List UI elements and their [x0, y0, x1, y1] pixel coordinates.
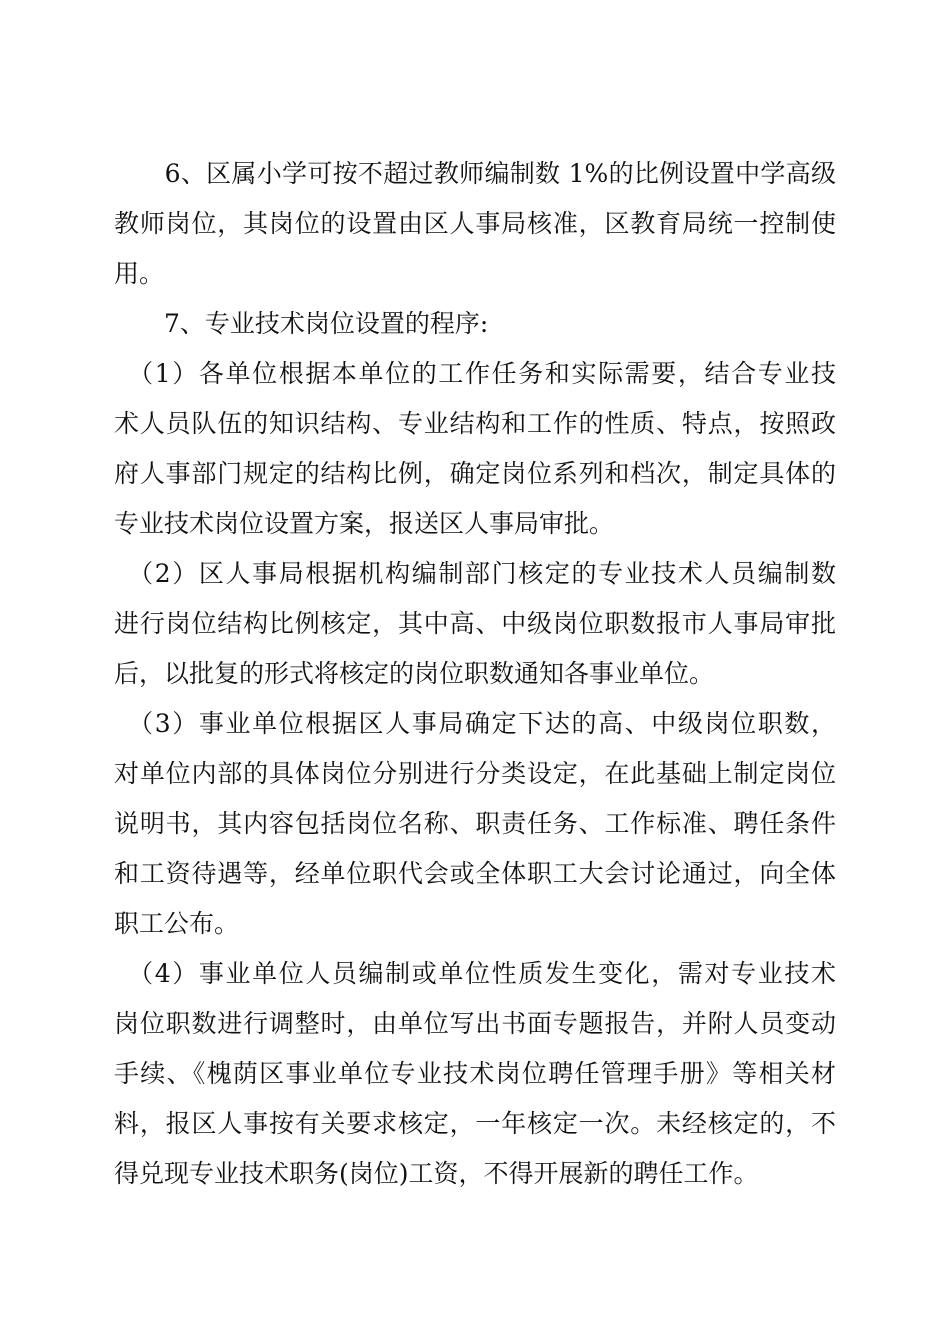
text-line: 后，以批复的形式将核定的岗位职数通知各事业单位。: [114, 659, 715, 688]
text-line: 料，报区人事按有关要求核定，一年核定一次。未经核定的，不: [114, 1109, 836, 1138]
text-line: 用。: [114, 259, 165, 288]
text-line: 岗位职数进行调整时，由单位写出书面专题报告，并附人员变动: [114, 1009, 836, 1038]
text-line: 7、专业技术岗位设置的程序:: [114, 309, 489, 338]
text-line: 府人事部门规定的结构比例，确定岗位系列和档次，制定具体的: [114, 459, 836, 488]
text-line: 得兑现专业技术职务(岗位)工资，不得开展新的聘任工作。: [114, 1159, 759, 1188]
text-line: 专业技术岗位设置方案，报送区人事局审批。: [114, 509, 615, 538]
text-line: 进行岗位结构比例核定，其中高、中级岗位职数报市人事局审批: [114, 609, 836, 638]
text-line: 和工资待遇等，经单位职代会或全体职工大会讨论通过，向全体: [114, 859, 836, 888]
text-line: 术人员队伍的知识结构、专业结构和工作的性质、特点，按照政: [114, 409, 836, 438]
text-line: 说明书，其内容包括岗位名称、职责任务、工作标准、聘任条件: [114, 809, 836, 838]
text-line: 职工公布。: [114, 909, 240, 938]
text-line: 对单位内部的具体岗位分别进行分类设定，在此基础上制定岗位: [114, 759, 836, 788]
text-line: （3）事业单位根据区人事局确定下达的高、中级岗位职数，: [114, 709, 836, 738]
text-line: （1）各单位根据本单位的工作任务和实际需要，结合专业技: [114, 359, 836, 388]
text-line: （2）区人事局根据机构编制部门核定的专业技术人员编制数: [114, 559, 836, 588]
text-line: 手续、《槐荫区事业单位专业技术岗位聘任管理手册》等相关材: [114, 1059, 836, 1088]
text-line: 6、区属小学可按不超过教师编制数 1%的比例设置中学高级: [114, 159, 836, 188]
text-line: （4）事业单位人员编制或单位性质发生变化，需对专业技术: [114, 959, 836, 988]
text-line: 教师岗位，其岗位的设置由区人事局核准，区教育局统一控制使: [114, 209, 836, 238]
